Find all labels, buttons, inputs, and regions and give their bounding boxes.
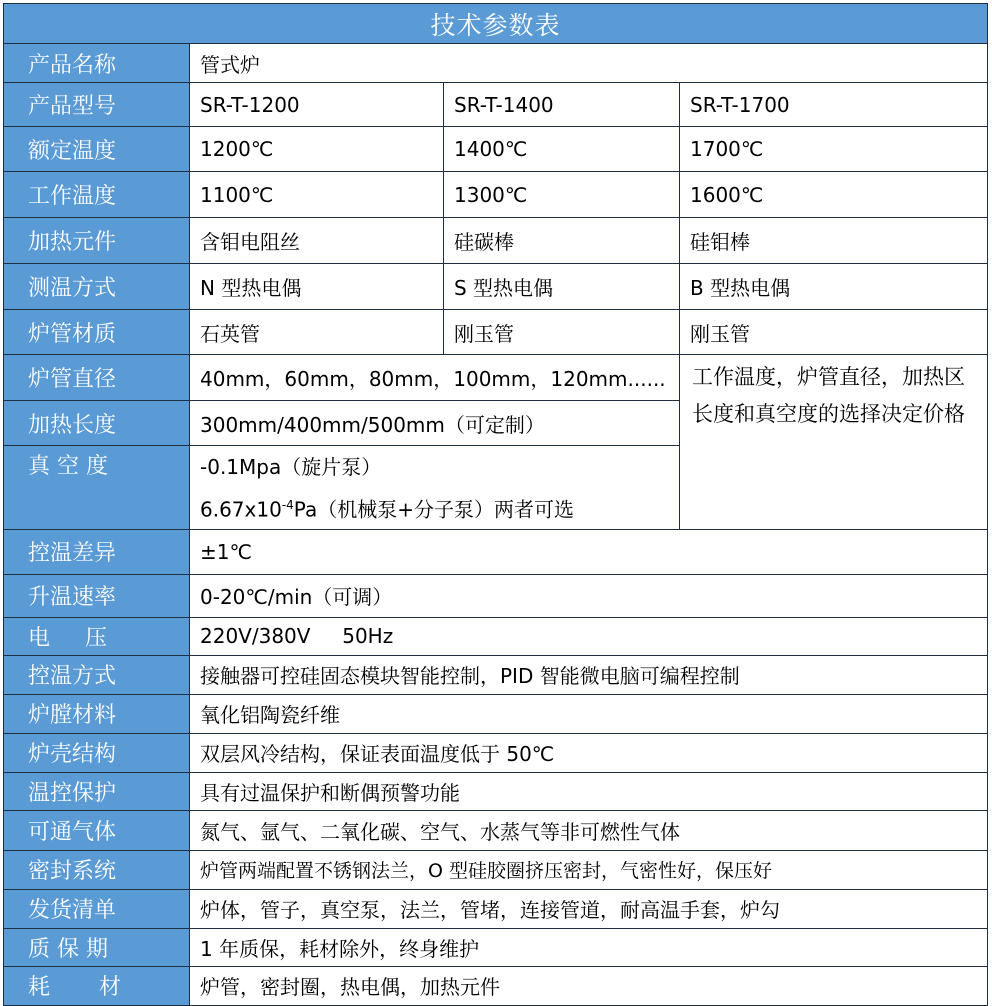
row-shell-structure: [4, 733, 988, 772]
label-temp-measure: 测温方式: [4, 264, 190, 310]
value-packing-list: 炉体，管子，真空泵，法兰，管堵，连接管道，耐高温手套，炉勾: [190, 889, 988, 928]
value-tube-material-3: 刚玉管: [680, 310, 988, 355]
value-heating-element-3: 硅钼棒: [680, 218, 988, 264]
vacuum-line-1: -0.1Mpa（旋片泵）: [200, 455, 382, 479]
row-seal: [4, 850, 988, 889]
label-tube-diameter: 炉管直径: [4, 355, 190, 401]
label-work-temp: 工作温度: [4, 172, 190, 218]
row-gas: [4, 810, 988, 850]
value-work-temp-2: 1300℃: [444, 172, 680, 218]
label-heating-rate: 升温速率: [4, 574, 190, 617]
value-heating-element-2: 硅碳棒: [444, 218, 680, 264]
label-packing-list: 发货清单: [4, 889, 190, 928]
value-heating-rate: 0-20℃/min（可调）: [190, 574, 988, 617]
vacuum-line-2: [200, 486, 679, 529]
value-temp-measure-1: N 型热电偶: [190, 264, 444, 310]
label-temp-control: 控温方式: [4, 655, 190, 694]
label-tube-material: 炉管材质: [4, 310, 190, 355]
value-vacuum: [190, 446, 680, 530]
value-heating-element-1: 含钼电阻丝: [190, 218, 444, 264]
label-rated-temp: 额定温度: [4, 127, 190, 172]
value-temp-measure-2: S 型热电偶: [444, 264, 680, 310]
value-temp-diff: ±1℃: [190, 529, 988, 574]
row-tube-diameter: [4, 355, 988, 401]
value-temp-control: 接触器可控硅固态模块智能控制，PID 智能微电脑可编程控制: [190, 655, 988, 694]
value-seal: 炉管两端配置不锈钢法兰，O 型硅胶圈挤压密封，气密性好，保压好: [190, 850, 988, 889]
value-protection: 具有过温保护和断偶预警功能: [190, 772, 988, 810]
row-voltage: [4, 617, 988, 655]
label-warranty: 质 保 期: [4, 928, 190, 966]
price-note: 工作温度，炉管直径，加热区长度和真空度的选择决定价格: [680, 355, 988, 530]
value-chamber-material: 氧化铝陶瓷纤维: [190, 694, 988, 733]
value-product-name: 管式炉: [190, 44, 988, 83]
row-consumables: [4, 966, 988, 1005]
label-heating-length: 加热长度: [4, 401, 190, 446]
value-rated-temp-3: 1700℃: [680, 127, 988, 172]
row-heating-element: [4, 218, 988, 264]
label-vacuum: 真 空 度: [4, 446, 190, 530]
title-row: [4, 4, 988, 44]
value-rated-temp-1: 1200℃: [190, 127, 444, 172]
value-model-2: SR-T-1400: [444, 83, 680, 127]
label-seal: 密封系统: [4, 850, 190, 889]
value-rated-temp-2: 1400℃: [444, 127, 680, 172]
value-work-temp-1: 1100℃: [190, 172, 444, 218]
spec-table: [3, 3, 988, 1006]
value-gas: 氮气、氩气、二氧化碳、空气、水蒸气等非可燃性气体: [190, 810, 988, 850]
vacuum-line-2-prefix: 6.67x10: [200, 497, 282, 522]
value-voltage: 220V/380V 50Hz: [190, 617, 988, 655]
label-shell-structure: 炉壳结构: [4, 733, 190, 772]
label-temp-diff: 控温差异: [4, 529, 190, 574]
value-heating-length: 300mm/400mm/500mm（可定制）: [190, 401, 680, 446]
row-work-temp: [4, 172, 988, 218]
value-shell-structure: 双层风冷结构，保证表面温度低于 50℃: [190, 733, 988, 772]
label-heating-element: 加热元件: [4, 218, 190, 264]
label-model: 产品型号: [4, 83, 190, 127]
table-title: 技术参数表: [4, 4, 988, 44]
row-temp-measure: [4, 264, 988, 310]
value-tube-diameter: 40mm，60mm，80mm，100mm，120mm......: [190, 355, 680, 401]
vacuum-line-2-exponent: -4: [281, 498, 294, 512]
row-warranty: [4, 928, 988, 966]
value-model-3: SR-T-1700: [680, 83, 988, 127]
label-consumables: 耗 材: [4, 966, 190, 1005]
row-rated-temp: [4, 127, 988, 172]
vacuum-line-2-suffix: Pa（机械泵+分子泵）两者可选: [293, 497, 574, 522]
value-warranty: 1 年质保，耗材除外，终身维护: [190, 928, 988, 966]
row-product-name: [4, 44, 988, 83]
value-temp-measure-3: B 型热电偶: [680, 264, 988, 310]
row-temp-diff: [4, 529, 988, 574]
value-tube-material-1: 石英管: [190, 310, 444, 355]
label-product-name: 产品名称: [4, 44, 190, 83]
row-heating-rate: [4, 574, 988, 617]
label-voltage: 电 压: [4, 617, 190, 655]
value-tube-material-2: 刚玉管: [444, 310, 680, 355]
row-packing-list: [4, 889, 988, 928]
label-gas: 可通气体: [4, 810, 190, 850]
row-temp-control: [4, 655, 988, 694]
label-chamber-material: 炉膛材料: [4, 694, 190, 733]
value-model-1: SR-T-1200: [190, 83, 444, 127]
label-protection: 温控保护: [4, 772, 190, 810]
row-model: [4, 83, 988, 127]
row-protection: [4, 772, 988, 810]
value-work-temp-3: 1600℃: [680, 172, 988, 218]
row-tube-material: [4, 310, 988, 355]
value-consumables: 炉管，密封圈，热电偶，加热元件: [190, 966, 988, 1005]
row-chamber-material: [4, 694, 988, 733]
